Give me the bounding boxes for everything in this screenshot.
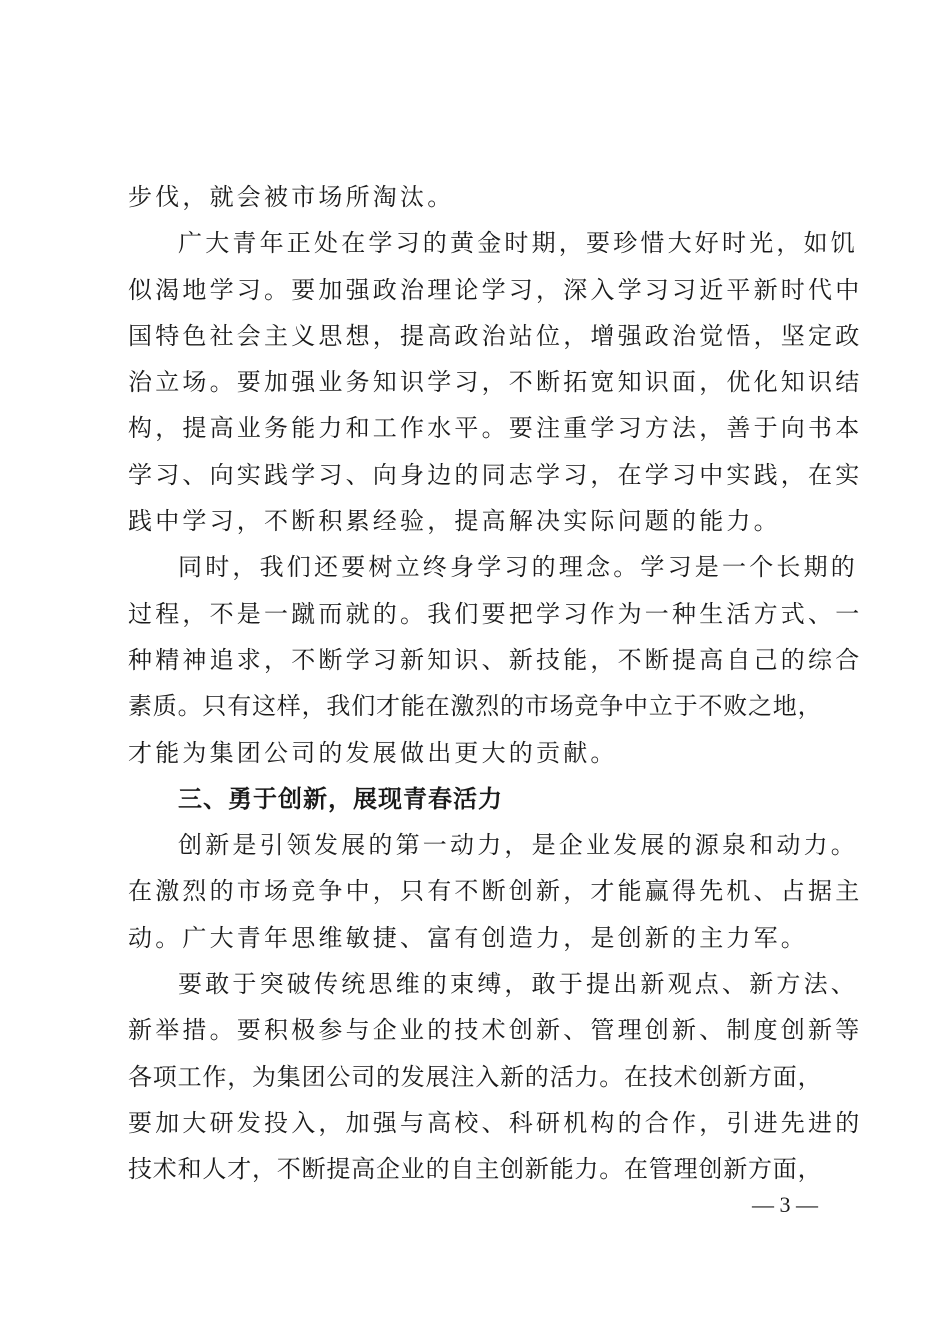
section-heading: 三、勇于创新，展现青春活力: [178, 784, 503, 813]
page-number: — 3 —: [752, 1192, 818, 1217]
text-line: 种精神追求，不断学习新知识、新技能，不断提高自己的综合: [128, 645, 863, 674]
text-line: 过程，不是一蹴而就的。我们要把学习作为一种生活方式、一: [128, 599, 863, 628]
text-line: 构，提高业务能力和工作水平。要注重学习方法，善于向书本: [128, 414, 863, 443]
text-line: 新举措。要积极参与企业的技术创新、管理创新、制度创新等: [128, 1016, 863, 1045]
text-line: 步伐，就会被市场所淘汰。: [128, 183, 455, 211]
text-line: 要加大研发投入，加强与高校、科研机构的合作，引进先进的: [128, 1108, 863, 1137]
text-line: 在激烈的市场竞争中，只有不断创新，才能赢得先机、占据主: [128, 877, 863, 906]
paragraph-start-line: 广大青年正处在学习的黄金时期，要珍惜大好时光，如饥: [178, 229, 858, 258]
paragraph-start-line: 创新是引领发展的第一动力，是企业发展的源泉和动力。: [178, 831, 858, 860]
text-line: 践中学习，不断积累经验，提高解决实际问题的能力。: [128, 507, 781, 536]
text-line: 国特色社会主义思想，提高政治站位，增强政治觉悟，坚定政: [128, 321, 863, 350]
body-text: [128, 174, 863, 1193]
paragraph-start-line: 同时，我们还要树立终身学习的理念。学习是一个长期的: [178, 553, 858, 582]
text-line: 素质。只有这样，我们才能在激烈的市场竞争中立于不败之地，: [128, 692, 823, 721]
text-line: 动。广大青年思维敏捷、富有创造力，是创新的主力军。: [128, 923, 808, 952]
text-line: 各项工作，为集团公司的发展注入新的活力。在技术创新方面，: [128, 1062, 823, 1091]
text-line: 才能为集团公司的发展做出更大的贡献。: [128, 738, 618, 767]
text-line: 治立场。要加强业务知识学习，不断拓宽知识面，优化知识结: [128, 368, 863, 397]
text-line: 技术和人才，不断提高企业的自主创新能力。在管理创新方面，: [128, 1155, 823, 1184]
paragraph-start-line: 要敢于突破传统思维的束缚，敢于提出新观点、新方法、: [178, 970, 858, 999]
text-line: 学习、向实践学习、向身边的同志学习，在学习中实践，在实: [128, 460, 863, 489]
text-line: 似渴地学习。要加强政治理论学习，深入学习习近平新时代中: [128, 275, 863, 304]
